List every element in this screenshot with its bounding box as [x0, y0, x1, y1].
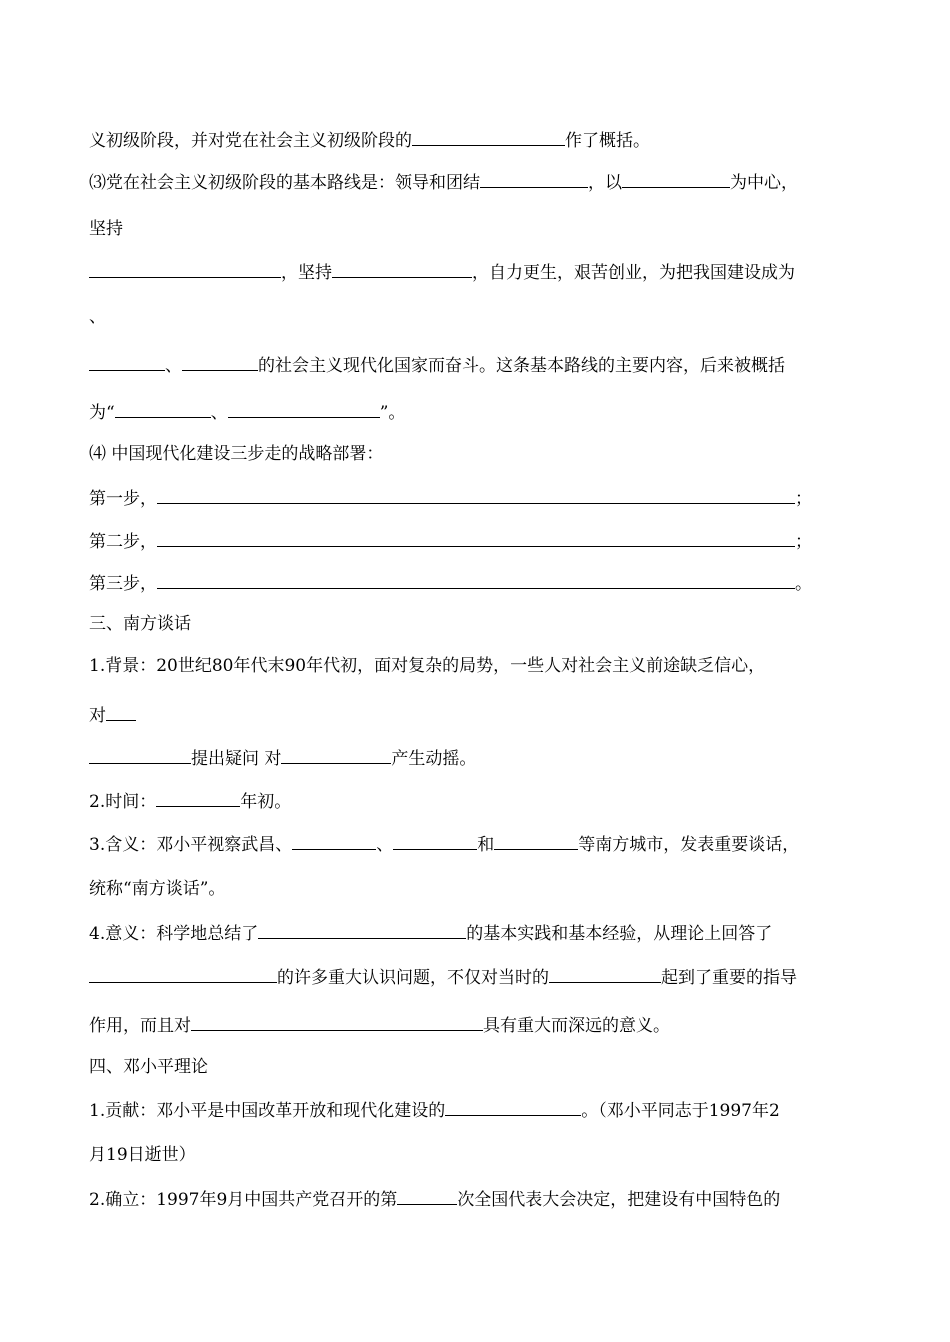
fill-blank[interactable] — [157, 571, 795, 589]
fill-blank[interactable] — [89, 260, 281, 278]
fill-blank[interactable] — [412, 128, 565, 146]
fill-blank[interactable] — [292, 832, 376, 850]
text-line: 第二步， ； — [89, 529, 812, 553]
text-line: 第一步， ； — [89, 486, 812, 510]
section-heading: 四、邓小平理论 — [89, 1057, 208, 1077]
fill-blank[interactable] — [397, 1187, 457, 1205]
text-line: 作用，而且对 具有重大而深远的意义。 — [89, 1013, 670, 1037]
fill-blank[interactable] — [494, 832, 578, 850]
fill-blank[interactable] — [258, 921, 466, 939]
text-line: 坚持 — [89, 219, 123, 239]
text-line: 、 的社会主义现代化国家而奋斗。这条基本路线的主要内容，后来被概括 — [89, 353, 785, 377]
text-line: 提出疑问 对 产生动摇。 — [89, 746, 476, 770]
fill-blank[interactable] — [89, 965, 277, 983]
text-line: 对 — [89, 703, 136, 727]
text-line: ⑷ 中国现代化建设三步走的战略部署： — [89, 444, 384, 464]
fill-blank[interactable] — [332, 260, 472, 278]
fill-blank[interactable] — [393, 832, 477, 850]
text-line: ，坚持 ，自力更生，艰苦创业，为把我国建设成为 — [89, 260, 795, 284]
text-line: 月19日逝世） — [89, 1145, 196, 1165]
fill-blank[interactable] — [622, 170, 730, 188]
section-heading: 三、南方谈话 — [89, 614, 191, 634]
fill-blank[interactable] — [157, 486, 795, 504]
text-line: 2.时间： 年初。 — [89, 789, 291, 813]
fill-blank[interactable] — [89, 353, 165, 371]
text-line: 、 — [89, 307, 106, 327]
text-line: 2.确立：1997年9月中国共产党召开的第 次全国代表大会决定，把建设有中国特色的 — [89, 1187, 780, 1211]
fill-blank[interactable] — [281, 746, 391, 764]
fill-blank[interactable] — [191, 1013, 483, 1031]
text-line: 3.含义：邓小平视察武昌、 、 和 等南方城市，发表重要谈话， — [89, 832, 799, 856]
fill-blank[interactable] — [480, 170, 588, 188]
fill-blank[interactable] — [445, 1098, 581, 1116]
fill-blank[interactable] — [156, 789, 240, 807]
text-line: 1.贡献：邓小平是中国改革开放和现代化建设的 。（邓小平同志于1997年2 — [89, 1098, 780, 1122]
fill-blank[interactable] — [228, 400, 380, 418]
fill-blank[interactable] — [115, 400, 211, 418]
fill-blank[interactable] — [106, 703, 136, 721]
text-line: ⑶党在社会主义初级阶段的基本路线是：领导和团结 ，以 为中心， — [89, 170, 798, 194]
text-line: 的许多重大认识问题，不仅对当时的 起到了重要的指导 — [89, 965, 797, 989]
text-line: 4.意义：科学地总结了 的基本实践和基本经验，从理论上回答了 — [89, 921, 772, 945]
text-line: 统称“南方谈话”。 — [89, 879, 226, 899]
fill-blank[interactable] — [157, 529, 795, 547]
text-line: 第三步， 。 — [89, 571, 812, 595]
fill-blank[interactable] — [89, 746, 191, 764]
text-line: 为“ 、 ”。 — [89, 400, 405, 424]
text-line: 1.背景：20世纪80年代末90年代初，面对复杂的局势，一些人对社会主义前途缺乏信心， — [89, 656, 766, 676]
fill-blank[interactable] — [182, 353, 258, 371]
text-line: 义初级阶段，并对党在社会主义初级阶段的 作了概括。 — [89, 128, 650, 152]
fill-blank[interactable] — [549, 965, 661, 983]
